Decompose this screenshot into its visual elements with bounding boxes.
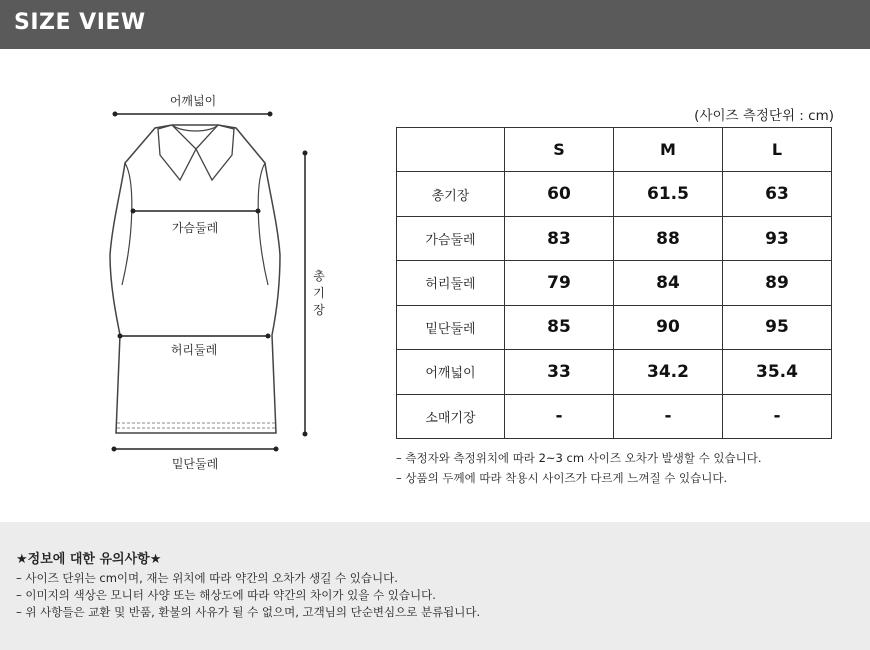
cell-value: 84 <box>614 261 723 305</box>
cell-value: 63 <box>723 172 832 216</box>
cell-value: - <box>505 394 614 438</box>
length-measure-start <box>303 151 308 156</box>
table-header-l: L <box>723 128 832 172</box>
measurement-notes <box>396 448 761 488</box>
garment-diagram <box>100 85 360 485</box>
waist-label: 허리둘레 <box>170 343 218 357</box>
cell-value: 93 <box>723 216 832 260</box>
info-line: – 사이즈 단위는 cm이며, 재는 위치에 따라 약간의 오차가 생길 수 있습니다. <box>16 571 398 585</box>
length-label: 총기장 <box>313 269 325 317</box>
table-row <box>397 172 832 216</box>
table-header-row <box>397 128 832 172</box>
table-header-s: S <box>505 128 614 172</box>
cell-value: - <box>723 394 832 438</box>
vest-collar-left <box>158 125 196 180</box>
unit-note: (사이즈 측정단위 : cm) <box>694 108 834 124</box>
hem-label: 밑단둘레 <box>171 457 219 471</box>
vest-armhole-left <box>122 163 132 285</box>
hem-measure-start <box>112 447 117 452</box>
vest-armhole-right <box>258 163 268 285</box>
chest-measure-start <box>131 209 136 214</box>
table-row <box>397 350 832 394</box>
hem-measure-end <box>274 447 279 452</box>
cell-value: 88 <box>614 216 723 260</box>
cell-value: 61.5 <box>614 172 723 216</box>
shoulder-measure-end <box>268 112 273 117</box>
shoulder-measure-start <box>113 112 118 117</box>
row-label: 가슴둘레 <box>397 216 505 260</box>
row-label: 어깨넓이 <box>397 350 505 394</box>
vest-collar-right <box>196 125 234 180</box>
shoulder-label: 어깨넓이 <box>169 94 217 108</box>
info-line: – 이미지의 색상은 모니터 사양 또는 해상도에 따라 약간의 차이가 있을 수 있습니다. <box>16 588 436 602</box>
table-header-m: M <box>614 128 723 172</box>
vest-neckline <box>172 125 218 131</box>
info-title: ★정보에 대한 유의사항★ <box>16 552 162 567</box>
cell-value: 35.4 <box>723 350 832 394</box>
cell-value: 33 <box>505 350 614 394</box>
note-line: – 측정자와 측정위치에 따라 2~3 cm 사이즈 오차가 발생할 수 있습니다. <box>396 451 762 465</box>
page-title: SIZE VIEW <box>14 10 146 35</box>
header-bar <box>0 0 870 49</box>
info-lines <box>16 570 480 621</box>
row-label: 총기장 <box>397 172 505 216</box>
row-label: 밑단둘레 <box>397 305 505 349</box>
cell-value: - <box>614 394 723 438</box>
length-measure-end <box>303 432 308 437</box>
cell-value: 79 <box>505 261 614 305</box>
waist-measure-start <box>118 334 123 339</box>
cell-value: 34.2 <box>614 350 723 394</box>
cell-value: 90 <box>614 305 723 349</box>
info-panel <box>0 522 870 650</box>
cell-value: 60 <box>505 172 614 216</box>
waist-measure-end <box>266 334 271 339</box>
chest-label: 가슴둘레 <box>171 221 219 235</box>
note-line: – 상품의 두께에 따라 착용시 사이즈가 다르게 느껴질 수 있습니다. <box>396 471 728 485</box>
info-line: – 위 사항들은 교환 및 반품, 환불의 사유가 될 수 없으며, 고객님의 단순변심으로 분류됩니다. <box>16 605 481 619</box>
size-table <box>396 127 832 439</box>
table-header-blank <box>397 128 505 172</box>
table-row <box>397 261 832 305</box>
row-label: 소매기장 <box>397 394 505 438</box>
chest-measure-end <box>256 209 261 214</box>
cell-value: 95 <box>723 305 832 349</box>
row-label: 허리둘레 <box>397 261 505 305</box>
cell-value: 89 <box>723 261 832 305</box>
cell-value: 83 <box>505 216 614 260</box>
table-row <box>397 305 832 349</box>
vest-body-outline <box>110 125 280 433</box>
table-row <box>397 216 832 260</box>
table-row <box>397 394 832 438</box>
cell-value: 85 <box>505 305 614 349</box>
